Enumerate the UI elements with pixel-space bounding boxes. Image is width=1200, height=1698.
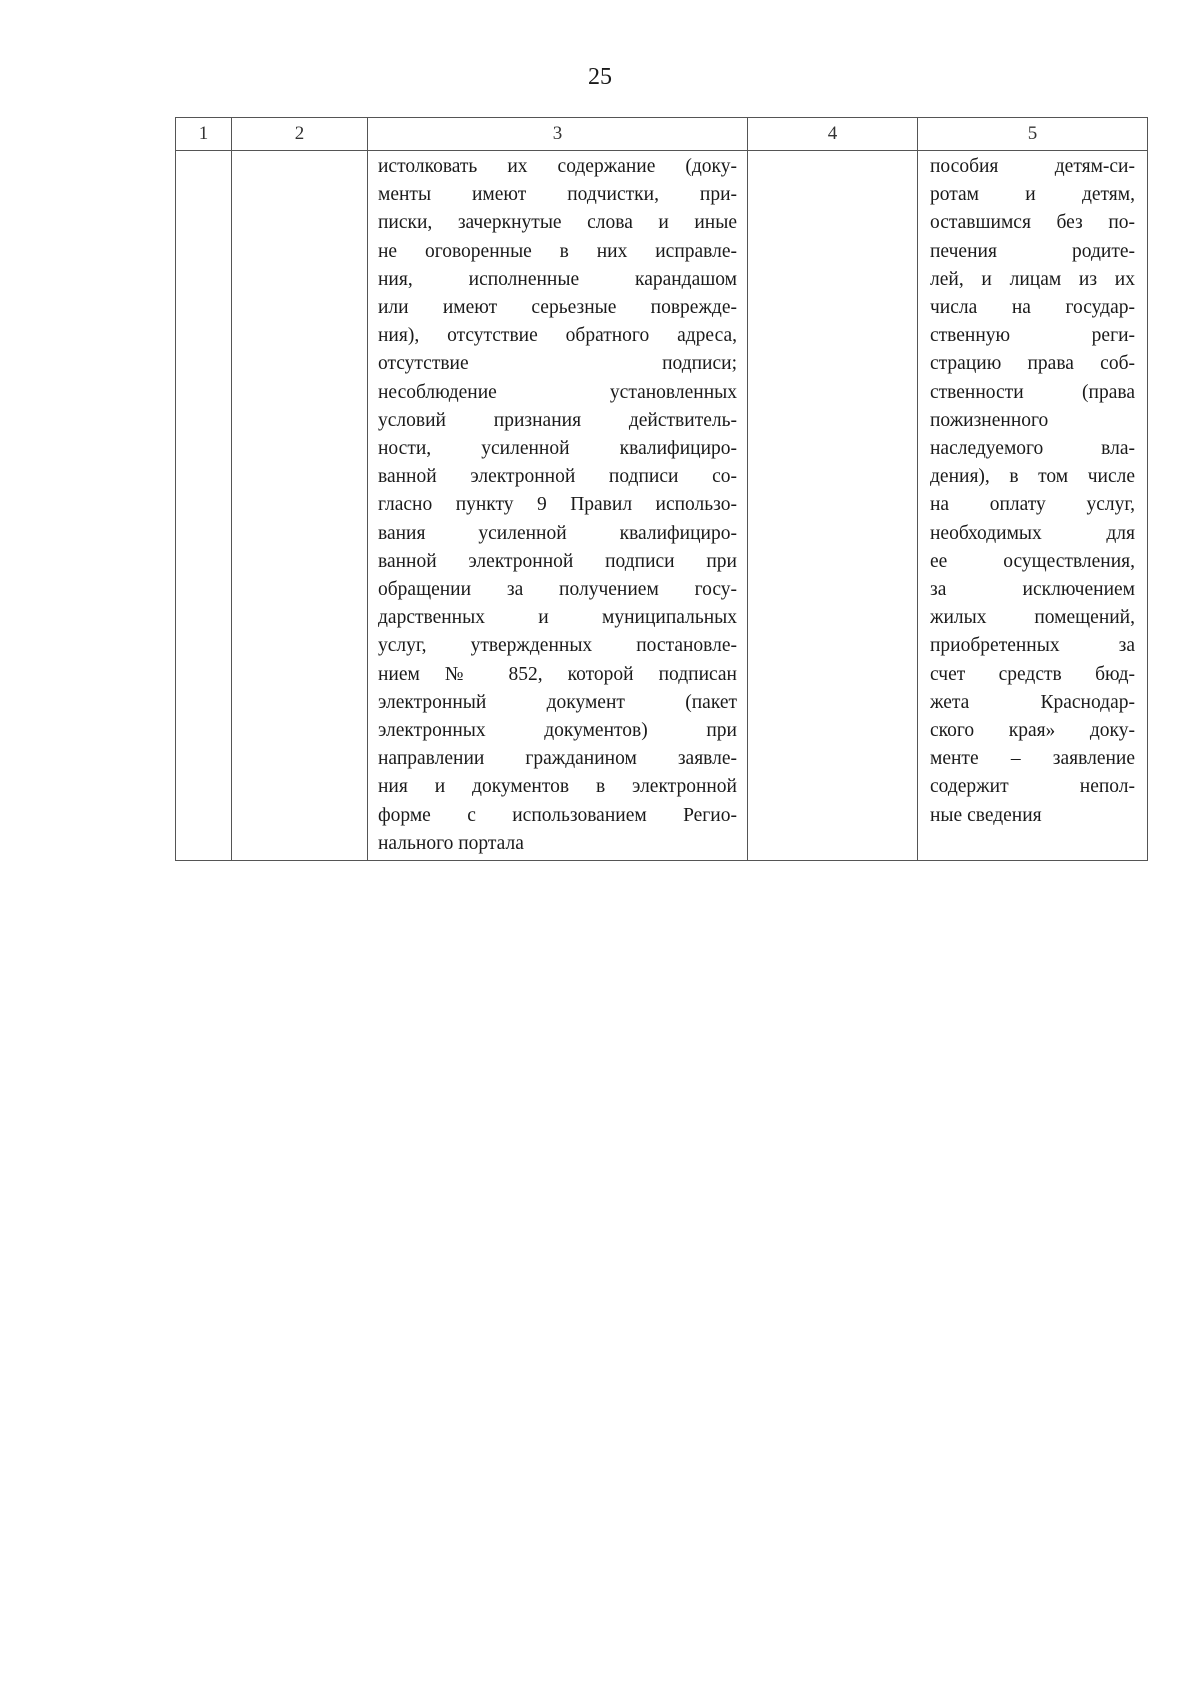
text-line: жилых помещений,	[930, 607, 1135, 629]
text-line: наследуемого вла-	[930, 438, 1135, 460]
text-line: лей, и лицам из их	[930, 268, 1135, 290]
text-line: ния и документов в электронной	[378, 776, 737, 798]
benefit-description-text	[918, 151, 1147, 832]
text-line: форме с использованием Регио-	[378, 804, 737, 826]
text-line: числа на государ-	[930, 297, 1135, 319]
text-line: приобретенных за	[930, 635, 1135, 657]
column-header-1: 1	[176, 118, 232, 151]
refusal-grounds-text	[368, 151, 747, 860]
column-header-2: 2	[232, 118, 368, 151]
text-line: электронный документ (пакет	[378, 691, 737, 713]
text-line: менты имеют подчистки, при-	[378, 184, 737, 206]
cell-col-5	[918, 151, 1148, 861]
text-line: пособия детям-си-	[930, 156, 1135, 177]
text-line: или имеют серьезные поврежде-	[378, 297, 737, 319]
text-line: обращении за получением госу-	[378, 579, 737, 601]
text-line: нального портала	[378, 832, 524, 854]
text-line: пожизненного	[930, 409, 1049, 431]
text-line: дарственных и муниципальных	[378, 607, 737, 629]
text-line: ванной электронной подписи при	[378, 550, 737, 572]
column-header-3: 3	[368, 118, 748, 151]
cell-col-3	[368, 151, 748, 861]
cell-col-1	[176, 151, 232, 861]
text-line: ственности (права	[930, 381, 1135, 403]
column-header-4: 4	[748, 118, 918, 151]
text-line: нием № 852, которой подписан	[378, 663, 737, 685]
text-line: отсутствие подписи;	[378, 353, 737, 375]
text-line: писки, зачеркнутые слова и иные	[378, 212, 737, 234]
text-line: вания усиленной квалифициро-	[378, 522, 737, 544]
text-line: истолковать их содержание (доку-	[378, 156, 737, 177]
text-line: дения), в том числе	[930, 466, 1135, 488]
cell-col-2	[232, 151, 368, 861]
text-line: печения родите-	[930, 240, 1135, 262]
text-line: условий признания действитель-	[378, 409, 737, 431]
cell-col-4	[748, 151, 918, 861]
text-line: необходимых для	[930, 522, 1135, 544]
text-line: ванной электронной подписи со-	[378, 466, 737, 488]
text-line: страцию права соб-	[930, 353, 1135, 375]
text-line: ее осуществления,	[930, 550, 1135, 572]
text-line: ротам и детям,	[930, 184, 1135, 206]
page-number: 25	[588, 64, 612, 90]
text-line: жета Краснодар-	[930, 691, 1135, 713]
text-line: ности, усиленной квалифициро-	[378, 438, 737, 460]
table-header-row	[176, 118, 1148, 151]
text-line: гласно пункту 9 Правил использо-	[378, 494, 737, 516]
text-line: услуг, утвержденных постановле-	[378, 635, 737, 657]
text-line: менте – заявление	[930, 748, 1135, 770]
text-line: несоблюдение установленных	[378, 381, 737, 403]
table-row	[176, 151, 1148, 861]
text-line: электронных документов) при	[378, 720, 737, 742]
text-line: ственную реги-	[930, 325, 1135, 347]
text-line: за исключением	[930, 579, 1135, 601]
document-table	[175, 117, 1148, 861]
text-line: содержит непол-	[930, 776, 1135, 798]
text-line: на оплату услуг,	[930, 494, 1135, 516]
text-line: не оговоренные в них исправле-	[378, 240, 737, 262]
text-line: направлении гражданином заявле-	[378, 748, 737, 770]
text-line: оставшимся без по-	[930, 212, 1135, 234]
text-line: счет средств бюд-	[930, 663, 1135, 685]
text-line: ского края» доку-	[930, 720, 1135, 742]
column-header-5: 5	[918, 118, 1148, 151]
text-line: ные сведения	[930, 804, 1042, 826]
text-line: ния, исполненные карандашом	[378, 268, 737, 290]
text-line: ния), отсутствие обратного адреса,	[378, 325, 737, 347]
